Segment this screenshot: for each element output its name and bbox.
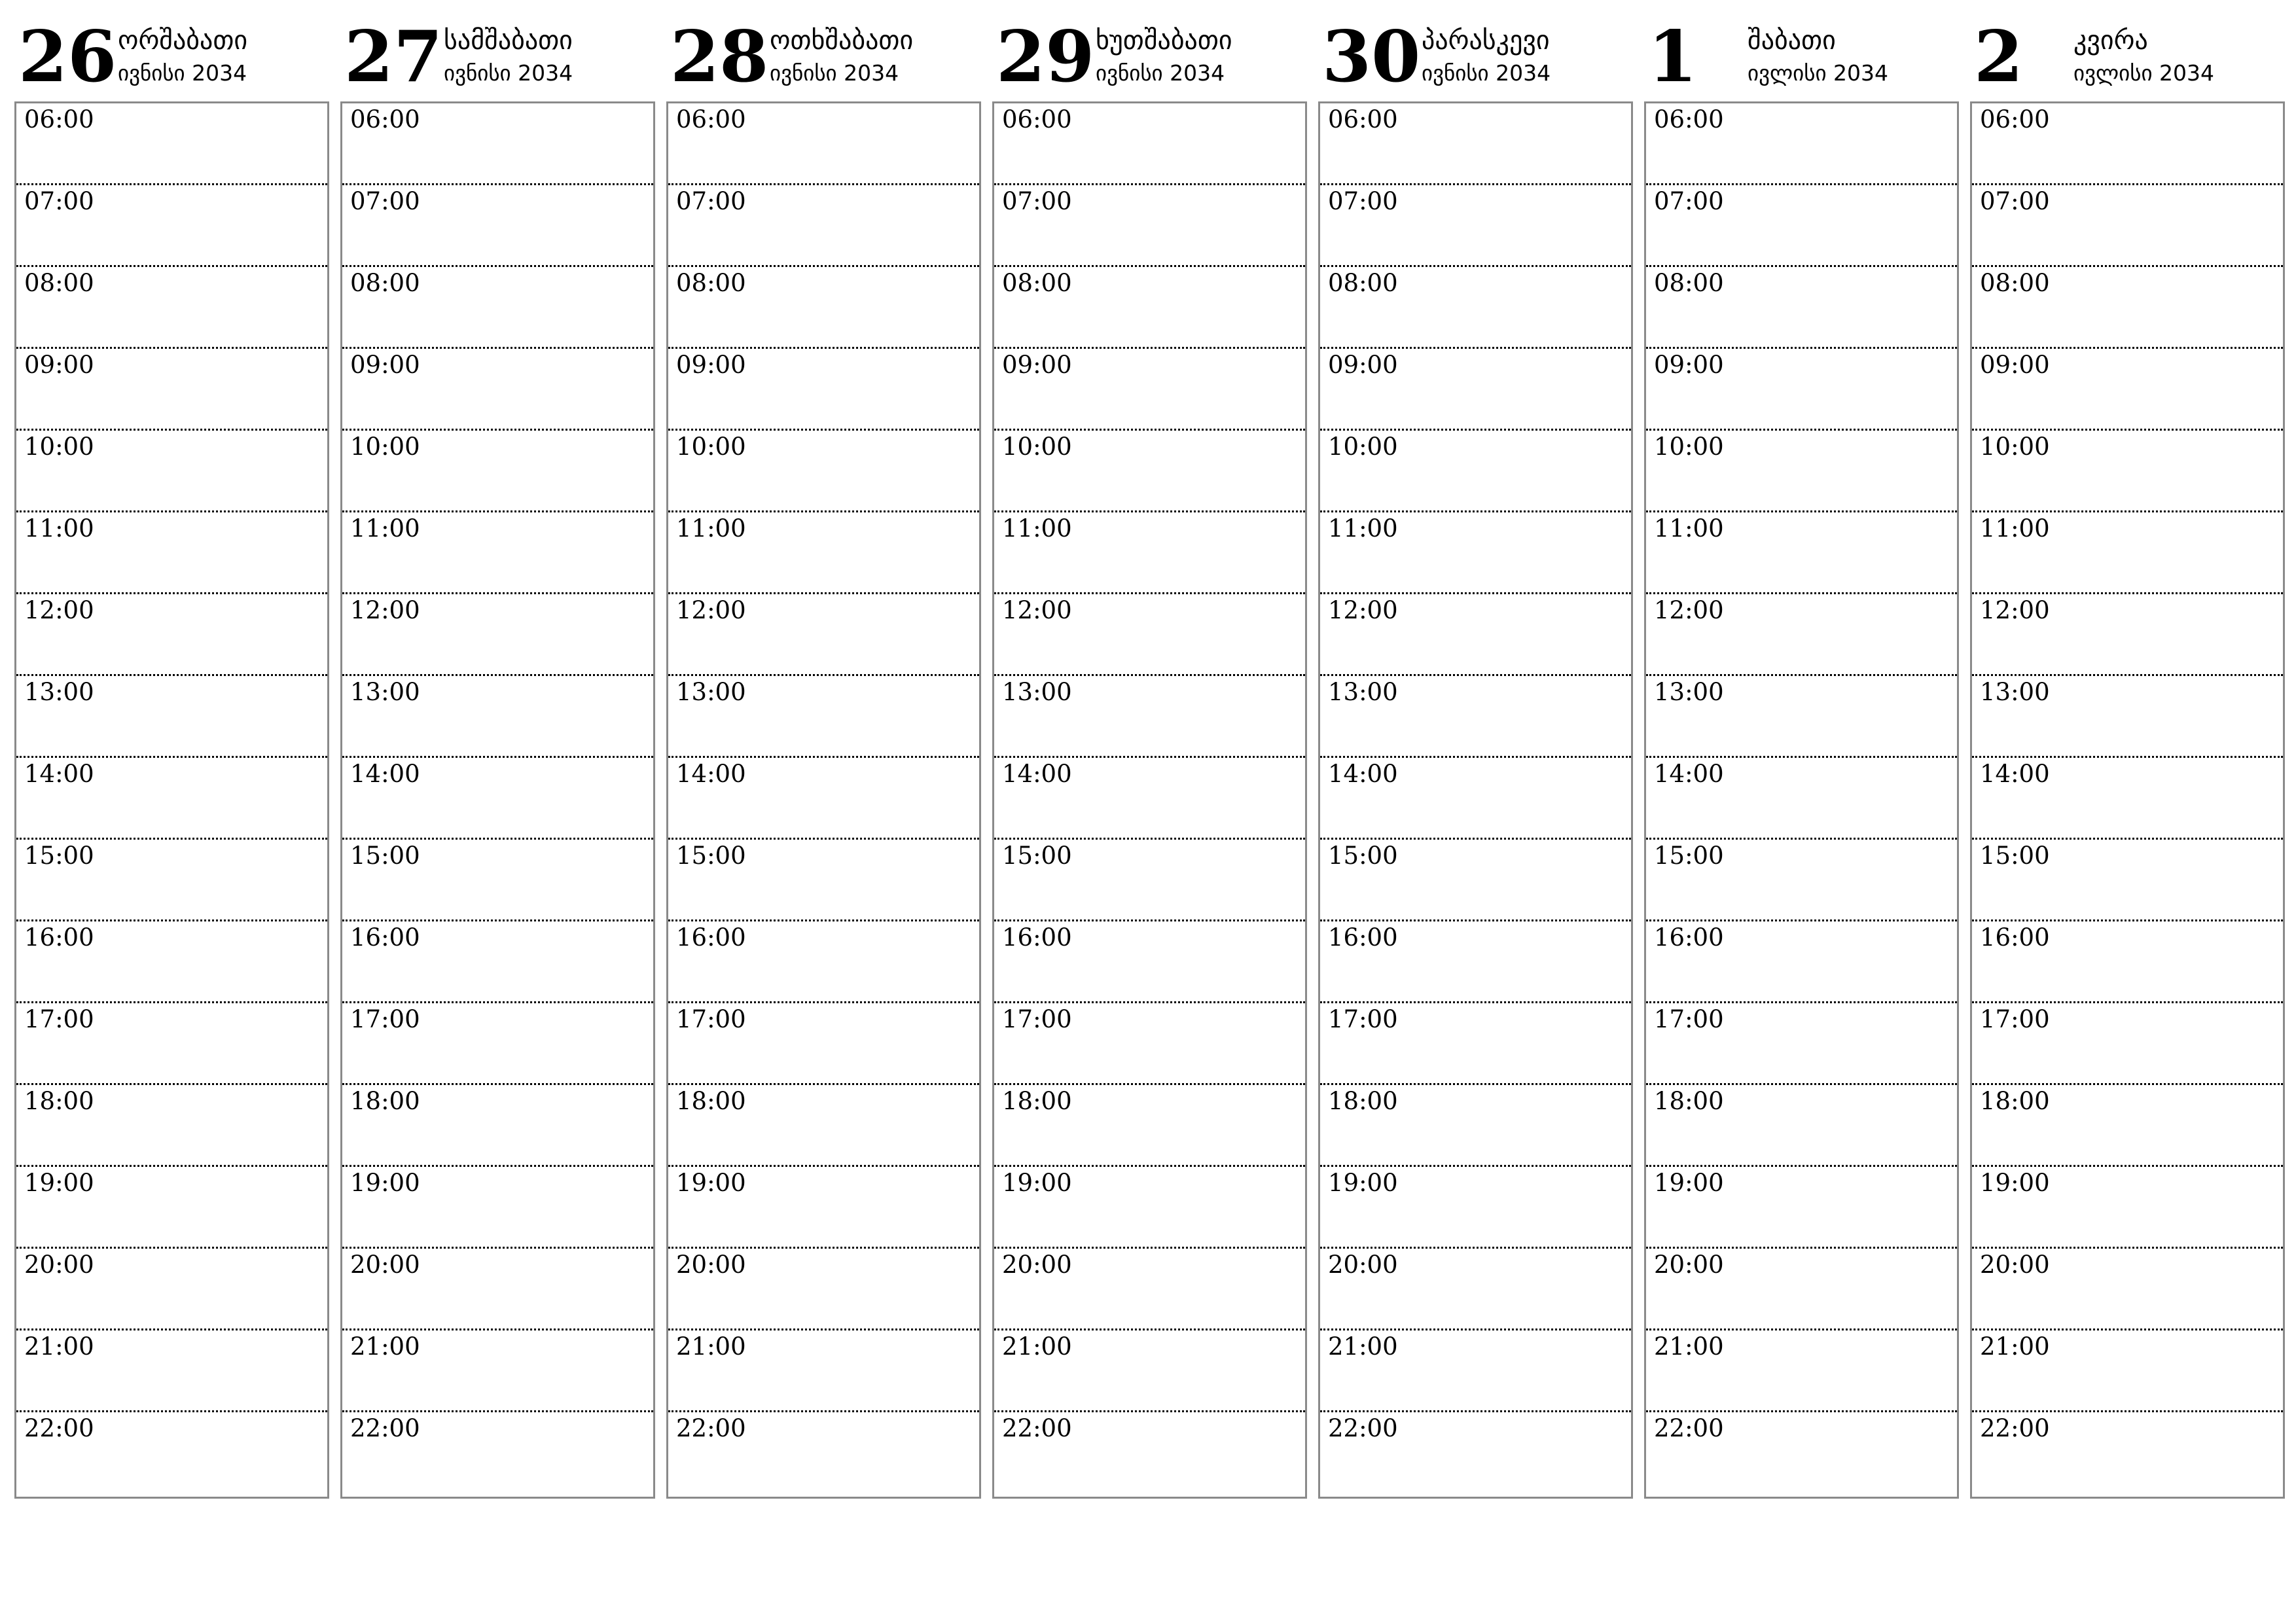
hour-label: 09:00: [24, 351, 94, 379]
hour-slot[interactable]: [1646, 1167, 1957, 1249]
hour-label: 14:00: [1328, 760, 1398, 788]
hour-slot[interactable]: [668, 349, 979, 431]
day-header: [340, 0, 654, 101]
hour-label: 14:00: [350, 760, 420, 788]
hour-label: 13:00: [676, 678, 746, 706]
month-year: ივლისი 2034: [2073, 60, 2214, 86]
hour-label: 19:00: [676, 1169, 746, 1197]
hour-label: 08:00: [1002, 269, 1072, 297]
hour-slot[interactable]: [994, 921, 1305, 1003]
day-header: [1970, 0, 2284, 101]
hour-label: 19:00: [1002, 1169, 1072, 1197]
hour-label: 13:00: [1002, 678, 1072, 706]
hour-label: 15:00: [1328, 842, 1398, 870]
hour-slot[interactable]: [1972, 1412, 2283, 1494]
hour-label: 19:00: [1654, 1169, 1724, 1197]
hour-label: 06:00: [350, 105, 420, 134]
hour-slot[interactable]: [668, 676, 979, 758]
hour-slot[interactable]: [994, 594, 1305, 676]
hour-label: 12:00: [1328, 596, 1398, 624]
hour-label: 20:00: [1980, 1251, 2050, 1279]
hour-label: 19:00: [1328, 1169, 1398, 1197]
hour-slot[interactable]: [994, 431, 1305, 512]
hour-label: 15:00: [24, 842, 94, 870]
hour-label: 06:00: [676, 105, 746, 134]
day-header: [666, 0, 980, 101]
hour-label: 14:00: [1980, 760, 2050, 788]
hour-label: 10:00: [1002, 433, 1072, 461]
hour-slot[interactable]: [1972, 1003, 2283, 1085]
hour-slot[interactable]: [994, 1330, 1305, 1412]
hour-label: 20:00: [1328, 1251, 1398, 1279]
hour-label: 10:00: [1328, 433, 1398, 461]
hour-slot[interactable]: [994, 1003, 1305, 1085]
hour-slot[interactable]: [1972, 921, 2283, 1003]
hour-label: 22:00: [350, 1414, 420, 1442]
hour-label: 09:00: [350, 351, 420, 379]
hour-slot[interactable]: [342, 1003, 653, 1085]
day-column: [1970, 0, 2284, 1499]
hour-label: 16:00: [1980, 923, 2050, 952]
hour-slot[interactable]: [1646, 1249, 1957, 1330]
time-slots: [1970, 101, 2285, 1499]
hour-slot[interactable]: [1320, 431, 1631, 512]
day-number: 26: [18, 16, 117, 98]
hour-label: 09:00: [1002, 351, 1072, 379]
hour-slot[interactable]: [16, 512, 327, 594]
hour-slot[interactable]: [342, 840, 653, 921]
hour-slot[interactable]: [342, 594, 653, 676]
hour-label: 16:00: [1654, 923, 1724, 952]
hour-slot[interactable]: [16, 594, 327, 676]
hour-label: 13:00: [350, 678, 420, 706]
hour-slot[interactable]: [342, 103, 653, 185]
hour-slot[interactable]: [994, 758, 1305, 840]
day-column: [992, 0, 1306, 1499]
hour-label: 16:00: [1328, 923, 1398, 952]
hour-label: 17:00: [1328, 1005, 1398, 1033]
hour-slot[interactable]: [994, 1412, 1305, 1494]
hour-slot[interactable]: [668, 921, 979, 1003]
hour-label: 06:00: [1328, 105, 1398, 134]
hour-slot[interactable]: [1646, 103, 1957, 185]
hour-label: 11:00: [676, 514, 746, 543]
day-name: ოთხშაბათი: [770, 26, 914, 56]
hour-slot[interactable]: [1646, 840, 1957, 921]
hour-slot[interactable]: [1646, 431, 1957, 512]
hour-label: 07:00: [24, 187, 94, 215]
hour-label: 06:00: [1980, 105, 2050, 134]
hour-slot[interactable]: [1646, 185, 1957, 267]
hour-label: 07:00: [1654, 187, 1724, 215]
hour-label: 11:00: [1980, 514, 2050, 543]
hour-slot[interactable]: [1320, 840, 1631, 921]
hour-label: 17:00: [24, 1005, 94, 1033]
hour-label: 19:00: [1980, 1169, 2050, 1197]
hour-slot[interactable]: [994, 1249, 1305, 1330]
hour-slot[interactable]: [342, 512, 653, 594]
hour-label: 17:00: [1002, 1005, 1072, 1033]
hour-slot[interactable]: [668, 103, 979, 185]
day-number: 29: [996, 16, 1095, 98]
hour-label: 18:00: [676, 1087, 746, 1115]
hour-slot[interactable]: [994, 1085, 1305, 1167]
hour-label: 20:00: [24, 1251, 94, 1279]
hour-label: 08:00: [24, 269, 94, 297]
hour-label: 11:00: [1654, 514, 1724, 543]
hour-label: 20:00: [676, 1251, 746, 1279]
hour-slot[interactable]: [668, 512, 979, 594]
hour-slot[interactable]: [668, 1167, 979, 1249]
hour-slot[interactable]: [1972, 594, 2283, 676]
hour-slot[interactable]: [1972, 1085, 2283, 1167]
hour-label: 06:00: [1002, 105, 1072, 134]
hour-label: 21:00: [1328, 1332, 1398, 1361]
hour-slot[interactable]: [668, 431, 979, 512]
hour-slot[interactable]: [342, 676, 653, 758]
hour-slot[interactable]: [16, 103, 327, 185]
hour-label: 21:00: [676, 1332, 746, 1361]
day-number: 2: [1974, 16, 2024, 98]
hour-label: 14:00: [1002, 760, 1072, 788]
hour-label: 21:00: [24, 1332, 94, 1361]
hour-label: 10:00: [350, 433, 420, 461]
hour-label: 21:00: [1980, 1332, 2050, 1361]
hour-label: 09:00: [676, 351, 746, 379]
hour-slot[interactable]: [1646, 594, 1957, 676]
hour-label: 22:00: [24, 1414, 94, 1442]
hour-slot[interactable]: [1646, 1330, 1957, 1412]
hour-slot[interactable]: [16, 1003, 327, 1085]
hour-label: 14:00: [1654, 760, 1724, 788]
hour-label: 18:00: [1002, 1087, 1072, 1115]
hour-slot[interactable]: [1320, 267, 1631, 349]
hour-slot[interactable]: [16, 921, 327, 1003]
hour-slot[interactable]: [1320, 1167, 1631, 1249]
hour-slot[interactable]: [1972, 676, 2283, 758]
month-year: ივნისი 2034: [118, 60, 247, 86]
hour-slot[interactable]: [1972, 431, 2283, 512]
hour-label: 18:00: [1980, 1087, 2050, 1115]
hour-slot[interactable]: [1972, 103, 2283, 185]
hour-label: 14:00: [24, 760, 94, 788]
hour-label: 16:00: [350, 923, 420, 952]
hour-slot[interactable]: [1972, 512, 2283, 594]
hour-label: 10:00: [1980, 433, 2050, 461]
hour-label: 09:00: [1328, 351, 1398, 379]
hour-slot[interactable]: [668, 840, 979, 921]
hour-slot[interactable]: [668, 267, 979, 349]
hour-slot[interactable]: [16, 840, 327, 921]
hour-label: 14:00: [676, 760, 746, 788]
hour-slot[interactable]: [1972, 185, 2283, 267]
hour-slot[interactable]: [1646, 1085, 1957, 1167]
hour-label: 11:00: [350, 514, 420, 543]
hour-slot[interactable]: [342, 267, 653, 349]
time-slots: [666, 101, 981, 1499]
hour-slot[interactable]: [1646, 676, 1957, 758]
hour-label: 19:00: [24, 1169, 94, 1197]
hour-slot[interactable]: [1972, 1249, 2283, 1330]
hour-label: 09:00: [1980, 351, 2050, 379]
hour-slot[interactable]: [16, 1330, 327, 1412]
day-number: 30: [1322, 16, 1421, 98]
hour-slot[interactable]: [16, 185, 327, 267]
hour-label: 12:00: [1980, 596, 2050, 624]
hour-slot[interactable]: [342, 1167, 653, 1249]
hour-slot[interactable]: [1646, 1003, 1957, 1085]
hour-label: 21:00: [1654, 1332, 1724, 1361]
day-name: კვირა: [2073, 26, 2148, 56]
hour-slot[interactable]: [994, 185, 1305, 267]
hour-slot[interactable]: [1320, 594, 1631, 676]
hour-label: 13:00: [1654, 678, 1724, 706]
hour-slot[interactable]: [1646, 267, 1957, 349]
hour-label: 12:00: [1002, 596, 1072, 624]
hour-label: 12:00: [1654, 596, 1724, 624]
hour-label: 17:00: [1980, 1005, 2050, 1033]
month-year: ივლისი 2034: [1748, 60, 1888, 86]
day-name: შაბათი: [1748, 26, 1836, 56]
month-year: ივნისი 2034: [770, 60, 899, 86]
hour-slot[interactable]: [1320, 1085, 1631, 1167]
hour-slot[interactable]: [342, 758, 653, 840]
hour-slot[interactable]: [1320, 1003, 1631, 1085]
hour-label: 15:00: [1980, 842, 2050, 870]
hour-label: 21:00: [350, 1332, 420, 1361]
hour-slot[interactable]: [1972, 758, 2283, 840]
hour-slot[interactable]: [1320, 185, 1631, 267]
day-column: [1644, 0, 1958, 1499]
day-name: პარასკევი: [1422, 26, 1550, 56]
hour-label: 16:00: [24, 923, 94, 952]
hour-label: 08:00: [1980, 269, 2050, 297]
hour-label: 08:00: [676, 269, 746, 297]
hour-label: 07:00: [350, 187, 420, 215]
day-column: [666, 0, 980, 1499]
hour-label: 12:00: [350, 596, 420, 624]
hour-label: 12:00: [24, 596, 94, 624]
hour-label: 21:00: [1002, 1332, 1072, 1361]
hour-slot[interactable]: [1320, 921, 1631, 1003]
hour-label: 17:00: [1654, 1005, 1724, 1033]
hour-slot[interactable]: [1646, 921, 1957, 1003]
hour-label: 08:00: [1654, 269, 1724, 297]
hour-label: 16:00: [1002, 923, 1072, 952]
day-name: ორშაბათი: [118, 26, 248, 56]
hour-slot[interactable]: [668, 1085, 979, 1167]
day-number: 28: [670, 16, 769, 98]
hour-label: 15:00: [350, 842, 420, 870]
hour-label: 20:00: [1654, 1251, 1724, 1279]
hour-label: 15:00: [1654, 842, 1724, 870]
hour-slot[interactable]: [16, 676, 327, 758]
day-header: [992, 0, 1306, 101]
hour-slot[interactable]: [1646, 349, 1957, 431]
hour-label: 13:00: [24, 678, 94, 706]
hour-slot[interactable]: [16, 1412, 327, 1494]
hour-slot[interactable]: [16, 267, 327, 349]
hour-slot[interactable]: [994, 349, 1305, 431]
hour-label: 17:00: [676, 1005, 746, 1033]
day-header: [14, 0, 328, 101]
day-name: სამშაბათი: [444, 26, 573, 56]
hour-slot[interactable]: [342, 921, 653, 1003]
time-slots: [340, 101, 655, 1499]
hour-slot[interactable]: [342, 1412, 653, 1494]
hour-label: 07:00: [1002, 187, 1072, 215]
hour-slot[interactable]: [342, 431, 653, 512]
time-slots: [14, 101, 329, 1499]
hour-slot[interactable]: [994, 103, 1305, 185]
hour-slot[interactable]: [668, 594, 979, 676]
hour-label: 16:00: [676, 923, 746, 952]
hour-slot[interactable]: [1972, 349, 2283, 431]
hour-label: 10:00: [676, 433, 746, 461]
day-number: 27: [344, 16, 443, 98]
hour-slot[interactable]: [1972, 1167, 2283, 1249]
hour-slot[interactable]: [16, 349, 327, 431]
hour-label: 17:00: [350, 1005, 420, 1033]
hour-label: 18:00: [1328, 1087, 1398, 1115]
hour-slot[interactable]: [1972, 840, 2283, 921]
hour-slot[interactable]: [994, 267, 1305, 349]
hour-label: 12:00: [676, 596, 746, 624]
time-slots: [992, 101, 1307, 1499]
hour-slot[interactable]: [994, 1167, 1305, 1249]
hour-slot[interactable]: [342, 1085, 653, 1167]
day-number: 1: [1648, 16, 1698, 98]
time-slots: [1318, 101, 1633, 1499]
hour-slot[interactable]: [16, 1085, 327, 1167]
hour-label: 13:00: [1980, 678, 2050, 706]
month-year: ივნისი 2034: [1096, 60, 1225, 86]
hour-slot[interactable]: [668, 185, 979, 267]
month-year: ივნისი 2034: [444, 60, 573, 86]
hour-slot[interactable]: [16, 1249, 327, 1330]
hour-slot[interactable]: [668, 1003, 979, 1085]
hour-slot[interactable]: [1646, 758, 1957, 840]
hour-slot[interactable]: [342, 1330, 653, 1412]
day-header: [1644, 0, 1958, 101]
hour-label: 22:00: [1654, 1414, 1724, 1442]
hour-slot[interactable]: [16, 431, 327, 512]
hour-label: 10:00: [1654, 433, 1724, 461]
hour-label: 15:00: [676, 842, 746, 870]
hour-slot[interactable]: [668, 758, 979, 840]
hour-slot[interactable]: [994, 840, 1305, 921]
hour-slot[interactable]: [1320, 349, 1631, 431]
hour-label: 20:00: [350, 1251, 420, 1279]
hour-slot[interactable]: [1320, 1249, 1631, 1330]
hour-slot[interactable]: [342, 185, 653, 267]
hour-label: 06:00: [1654, 105, 1724, 134]
hour-label: 11:00: [1002, 514, 1072, 543]
hour-label: 07:00: [1328, 187, 1398, 215]
hour-slot[interactable]: [1320, 1412, 1631, 1494]
day-column: [340, 0, 654, 1499]
month-year: ივნისი 2034: [1422, 60, 1551, 86]
hour-slot[interactable]: [1320, 1330, 1631, 1412]
hour-label: 19:00: [350, 1169, 420, 1197]
hour-slot[interactable]: [1646, 512, 1957, 594]
hour-label: 22:00: [1002, 1414, 1072, 1442]
hour-label: 08:00: [350, 269, 420, 297]
hour-slot[interactable]: [668, 1412, 979, 1494]
hour-slot[interactable]: [1972, 1330, 2283, 1412]
hour-label: 07:00: [676, 187, 746, 215]
day-name: ხუთშაბათი: [1096, 26, 1232, 56]
day-header: [1318, 0, 1632, 101]
hour-label: 20:00: [1002, 1251, 1072, 1279]
hour-slot[interactable]: [1320, 103, 1631, 185]
hour-label: 06:00: [24, 105, 94, 134]
hour-label: 10:00: [24, 433, 94, 461]
time-slots: [1644, 101, 1959, 1499]
hour-slot[interactable]: [994, 676, 1305, 758]
hour-slot[interactable]: [342, 1249, 653, 1330]
day-column: [14, 0, 328, 1499]
weekly-planner: [14, 0, 2283, 1499]
hour-slot[interactable]: [994, 512, 1305, 594]
hour-slot[interactable]: [1320, 758, 1631, 840]
hour-label: 07:00: [1980, 187, 2050, 215]
day-column: [1318, 0, 1632, 1499]
hour-label: 13:00: [1328, 678, 1398, 706]
hour-slot[interactable]: [668, 1330, 979, 1412]
hour-slot[interactable]: [668, 1249, 979, 1330]
hour-label: 08:00: [1328, 269, 1398, 297]
hour-slot[interactable]: [1320, 676, 1631, 758]
hour-label: 22:00: [1980, 1414, 2050, 1442]
hour-label: 11:00: [24, 514, 94, 543]
hour-label: 18:00: [1654, 1087, 1724, 1115]
hour-slot[interactable]: [16, 758, 327, 840]
hour-slot[interactable]: [1646, 1412, 1957, 1494]
hour-slot[interactable]: [16, 1167, 327, 1249]
hour-label: 18:00: [24, 1087, 94, 1115]
hour-slot[interactable]: [1320, 512, 1631, 594]
hour-slot[interactable]: [1972, 267, 2283, 349]
hour-label: 11:00: [1328, 514, 1398, 543]
hour-label: 15:00: [1002, 842, 1072, 870]
hour-slot[interactable]: [342, 349, 653, 431]
hour-label: 18:00: [350, 1087, 420, 1115]
hour-label: 22:00: [1328, 1414, 1398, 1442]
hour-label: 22:00: [676, 1414, 746, 1442]
hour-label: 09:00: [1654, 351, 1724, 379]
